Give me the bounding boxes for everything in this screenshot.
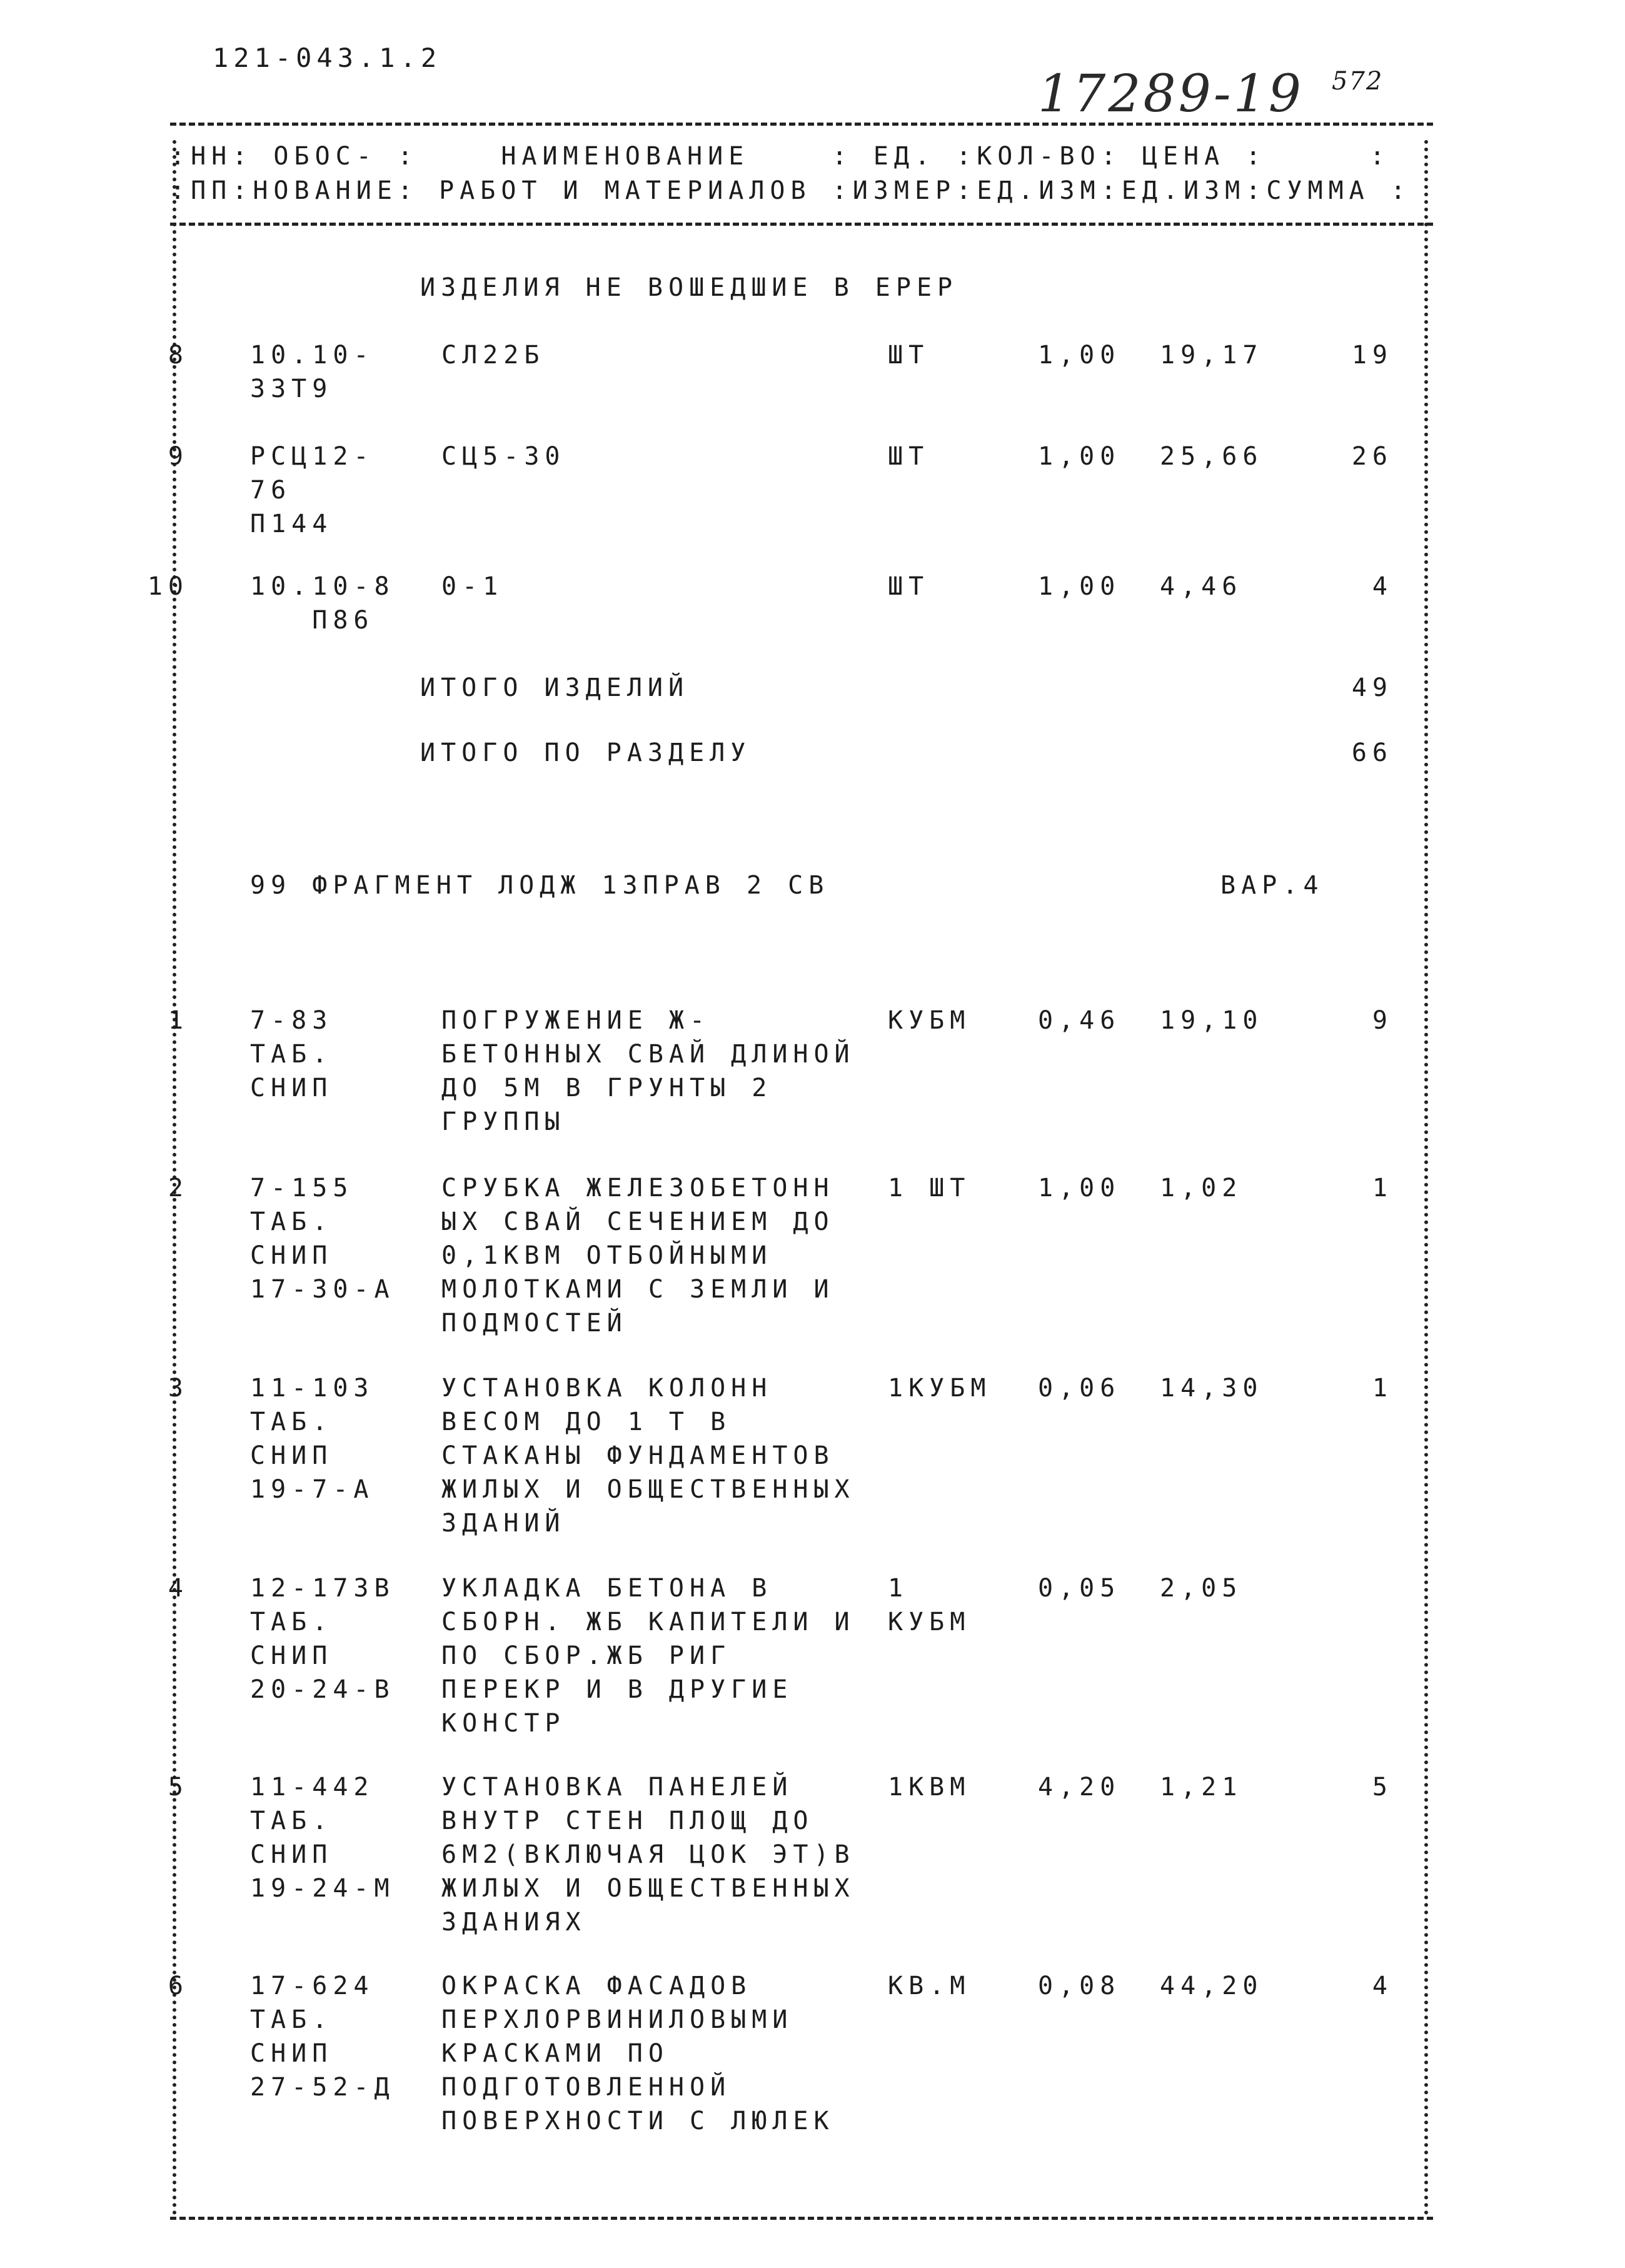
price-cell: 14,30 <box>1160 1374 1264 1403</box>
item-number: 1 <box>168 1006 189 1035</box>
work-name-line: ДО 5М В ГРУНТЫ 2 <box>441 1074 773 1102</box>
unit-cell: ШТ <box>888 341 930 370</box>
unit-cell: 1 <box>888 1574 909 1603</box>
basis-line: 10.10- <box>250 341 375 370</box>
basis-line: ТАБ. <box>250 1408 333 1436</box>
work-name-line: ВЕСОМ ДО 1 Т В <box>441 1408 732 1436</box>
work-name-line: ПОГРУЖЕНИЕ Ж- <box>441 1006 711 1035</box>
fragment-variant: ВАР.4 <box>1220 871 1324 900</box>
total-products-value: 49 <box>1351 673 1393 702</box>
quantity-cell: 0,08 <box>1038 1972 1121 2000</box>
basis-line: СНИП <box>250 1441 333 1470</box>
quantity-cell: 4,20 <box>1038 1773 1121 1802</box>
fragment-title: 99 ФРАГМЕНТ ЛОДЖ 13ПРАВ 2 СВ <box>250 871 830 900</box>
sum-cell: 4 <box>1372 572 1393 601</box>
bottom-rule <box>170 2217 1433 2220</box>
basis-line: СНИП <box>250 1241 333 1270</box>
work-name-line: 0,1КВМ ОТБОЙНЫМИ <box>441 1241 773 1270</box>
price-cell: 25,66 <box>1160 442 1264 471</box>
basis-line: 27-52-Д <box>250 2073 395 2102</box>
item-number: 6 <box>168 1972 189 2000</box>
document-code: 121-043.1.2 <box>213 43 442 73</box>
right-border <box>1424 140 1428 2216</box>
sum-cell: 1 <box>1372 1374 1393 1403</box>
basis-line: 20-24-В <box>250 1675 395 1704</box>
price-cell: 4,46 <box>1160 572 1243 601</box>
header-line-2: :ПП:НОВАНИЕ: РАБОТ И МАТЕРИАЛОВ :ИЗМЕР:ЕД.ИЗМ:ЕД.ИЗМ:СУММА : <box>170 176 1411 205</box>
total-section-label: ИТОГО ПО РАЗДЕЛУ <box>420 738 752 767</box>
work-name-line: УСТАНОВКА ПАНЕЛЕЙ <box>441 1773 793 1802</box>
price-cell: 2,05 <box>1160 1574 1243 1603</box>
work-name-line: ЗДАНИЙ <box>441 1509 566 1538</box>
basis-line: 17-30-А <box>250 1275 395 1304</box>
item-number: 2 <box>168 1174 189 1202</box>
work-name-line: КРАСКАМИ ПО <box>441 2039 669 2068</box>
price-cell: 1,02 <box>1160 1174 1243 1202</box>
basis-line: ТАБ. <box>250 2005 333 2034</box>
unit-cell: 1 ШТ <box>888 1174 971 1202</box>
basis-line: ТАБ. <box>250 1608 333 1636</box>
work-name-line: МОЛОТКАМИ С ЗЕМЛИ И <box>441 1275 835 1304</box>
work-name-line: БЕТОННЫХ СВАЙ ДЛИНОЙ <box>441 1040 855 1069</box>
basis-line: 7-83 <box>250 1006 333 1035</box>
unit-cell: 1КУБМ <box>888 1374 992 1403</box>
basis-line: 17-624 <box>250 1972 375 2000</box>
item-number: 8 <box>168 341 189 370</box>
item-number: 5 <box>168 1773 189 1802</box>
section-heading: ИЗДЕЛИЯ НЕ ВОШЕДШИЕ В ЕРЕР <box>420 273 958 302</box>
price-cell: 19,17 <box>1160 341 1264 370</box>
item-number: 3 <box>168 1374 189 1403</box>
price-cell: 19,10 <box>1160 1006 1264 1035</box>
work-name-line: СЛ22Б <box>441 341 545 370</box>
unit-cell: КУБМ <box>888 1006 971 1035</box>
basis-line: 12-173В <box>250 1574 395 1603</box>
basis-line: 11-442 <box>250 1773 375 1802</box>
basis-line: 7-155 <box>250 1174 354 1202</box>
basis-line: П86 <box>250 606 375 635</box>
quantity-cell: 1,00 <box>1038 442 1121 471</box>
work-name-line: СБОРН. ЖБ КАПИТЕЛИ И <box>441 1608 855 1636</box>
basis-line: СНИП <box>250 1840 333 1869</box>
basis-line: СНИП <box>250 2039 333 2068</box>
work-name-line: ЫХ СВАЙ СЕЧЕНИЕМ ДО <box>441 1207 835 1236</box>
basis-line: СНИП <box>250 1074 333 1102</box>
work-name-line: ПЕРЕКР И В ДРУГИЕ <box>441 1675 793 1704</box>
basis-line: 19-7-А <box>250 1475 375 1504</box>
quantity-cell: 1,00 <box>1038 341 1121 370</box>
total-products-label: ИТОГО ИЗДЕЛИЙ <box>420 673 690 702</box>
handwritten-number: 17289-19 <box>1038 64 1304 124</box>
header-rule <box>170 223 1433 226</box>
sum-cell: 19 <box>1351 341 1393 370</box>
top-rule <box>170 123 1433 126</box>
quantity-cell: 0,05 <box>1038 1574 1121 1603</box>
sum-cell: 5 <box>1372 1773 1393 1802</box>
item-number: 4 <box>168 1574 189 1603</box>
unit-cell: КУБМ <box>888 1608 971 1636</box>
work-name-line: 0-1 <box>441 572 504 601</box>
work-name-line: ГРУППЫ <box>441 1107 566 1136</box>
unit-cell: КВ.М <box>888 1972 971 2000</box>
basis-line: ТАБ. <box>250 1207 333 1236</box>
work-name-line: СЦ5-30 <box>441 442 566 471</box>
quantity-cell: 0,06 <box>1038 1374 1121 1403</box>
quantity-cell: 1,00 <box>1038 1174 1121 1202</box>
work-name-line: КОНСТР <box>441 1709 566 1738</box>
unit-cell: 1КВМ <box>888 1773 971 1802</box>
quantity-cell: 1,00 <box>1038 572 1121 601</box>
work-name-line: УСТАНОВКА КОЛОНН <box>441 1374 773 1403</box>
basis-line: 76 <box>250 476 292 505</box>
basis-line: ТАБ. <box>250 1807 333 1835</box>
work-name-line: СТАКАНЫ ФУНДАМЕНТОВ <box>441 1441 835 1470</box>
basis-line: ТАБ. <box>250 1040 333 1069</box>
work-name-line: ЖИЛЫХ И ОБЩЕСТВЕННЫХ <box>441 1475 855 1504</box>
price-cell: 44,20 <box>1160 1972 1264 2000</box>
basis-line: 11-103 <box>250 1374 375 1403</box>
basis-line: 33Т9 <box>250 375 333 403</box>
price-cell: 1,21 <box>1160 1773 1243 1802</box>
work-name-line: ПОДМОСТЕЙ <box>441 1309 628 1338</box>
basis-line: РСЦ12- <box>250 442 375 471</box>
work-name-line: ЖИЛЫХ И ОБЩЕСТВЕННЫХ <box>441 1874 855 1903</box>
sum-cell: 26 <box>1351 442 1393 471</box>
sum-cell: 4 <box>1372 1972 1393 2000</box>
work-name-line: ПЕРХЛОРВИНИЛОВЫМИ <box>441 2005 793 2034</box>
item-number: 10 <box>147 572 189 601</box>
basis-line: 19-24-М <box>250 1874 395 1903</box>
total-section-value: 66 <box>1351 738 1393 767</box>
page-number: 572 <box>1332 67 1384 96</box>
work-name-line: 6М2(ВКЛЮЧАЯ ЦОК ЭТ)В <box>441 1840 855 1869</box>
work-name-line: ПО СБОР.ЖБ РИГ <box>441 1641 732 1670</box>
basis-line: 10.10-8 <box>250 572 395 601</box>
work-name-line: ЗДАНИЯХ <box>441 1908 586 1937</box>
basis-line: П144 <box>250 510 333 538</box>
work-name-line: УКЛАДКА БЕТОНА В <box>441 1574 773 1603</box>
header-line-1: :НН: ОБОС- : НАИМЕНОВАНИЕ : ЕД. :КОЛ-ВО: ЦЕНА : : <box>170 142 1391 171</box>
quantity-cell: 0,46 <box>1038 1006 1121 1035</box>
work-name-line: ВНУТР СТЕН ПЛОЩ ДО <box>441 1807 814 1835</box>
work-name-line: СРУБКА ЖЕЛЕЗОБЕТОНН <box>441 1174 835 1202</box>
unit-cell: ШТ <box>888 572 930 601</box>
sum-cell: 1 <box>1372 1174 1393 1202</box>
work-name-line: ПОВЕРХНОСТИ С ЛЮЛЕК <box>441 2107 835 2135</box>
basis-line: СНИП <box>250 1641 333 1670</box>
unit-cell: ШТ <box>888 442 930 471</box>
work-name-line: ПОДГОТОВЛЕННОЙ <box>441 2073 732 2102</box>
item-number: 9 <box>168 442 189 471</box>
sum-cell: 9 <box>1372 1006 1393 1035</box>
work-name-line: ОКРАСКА ФАСАДОВ <box>441 1972 752 2000</box>
